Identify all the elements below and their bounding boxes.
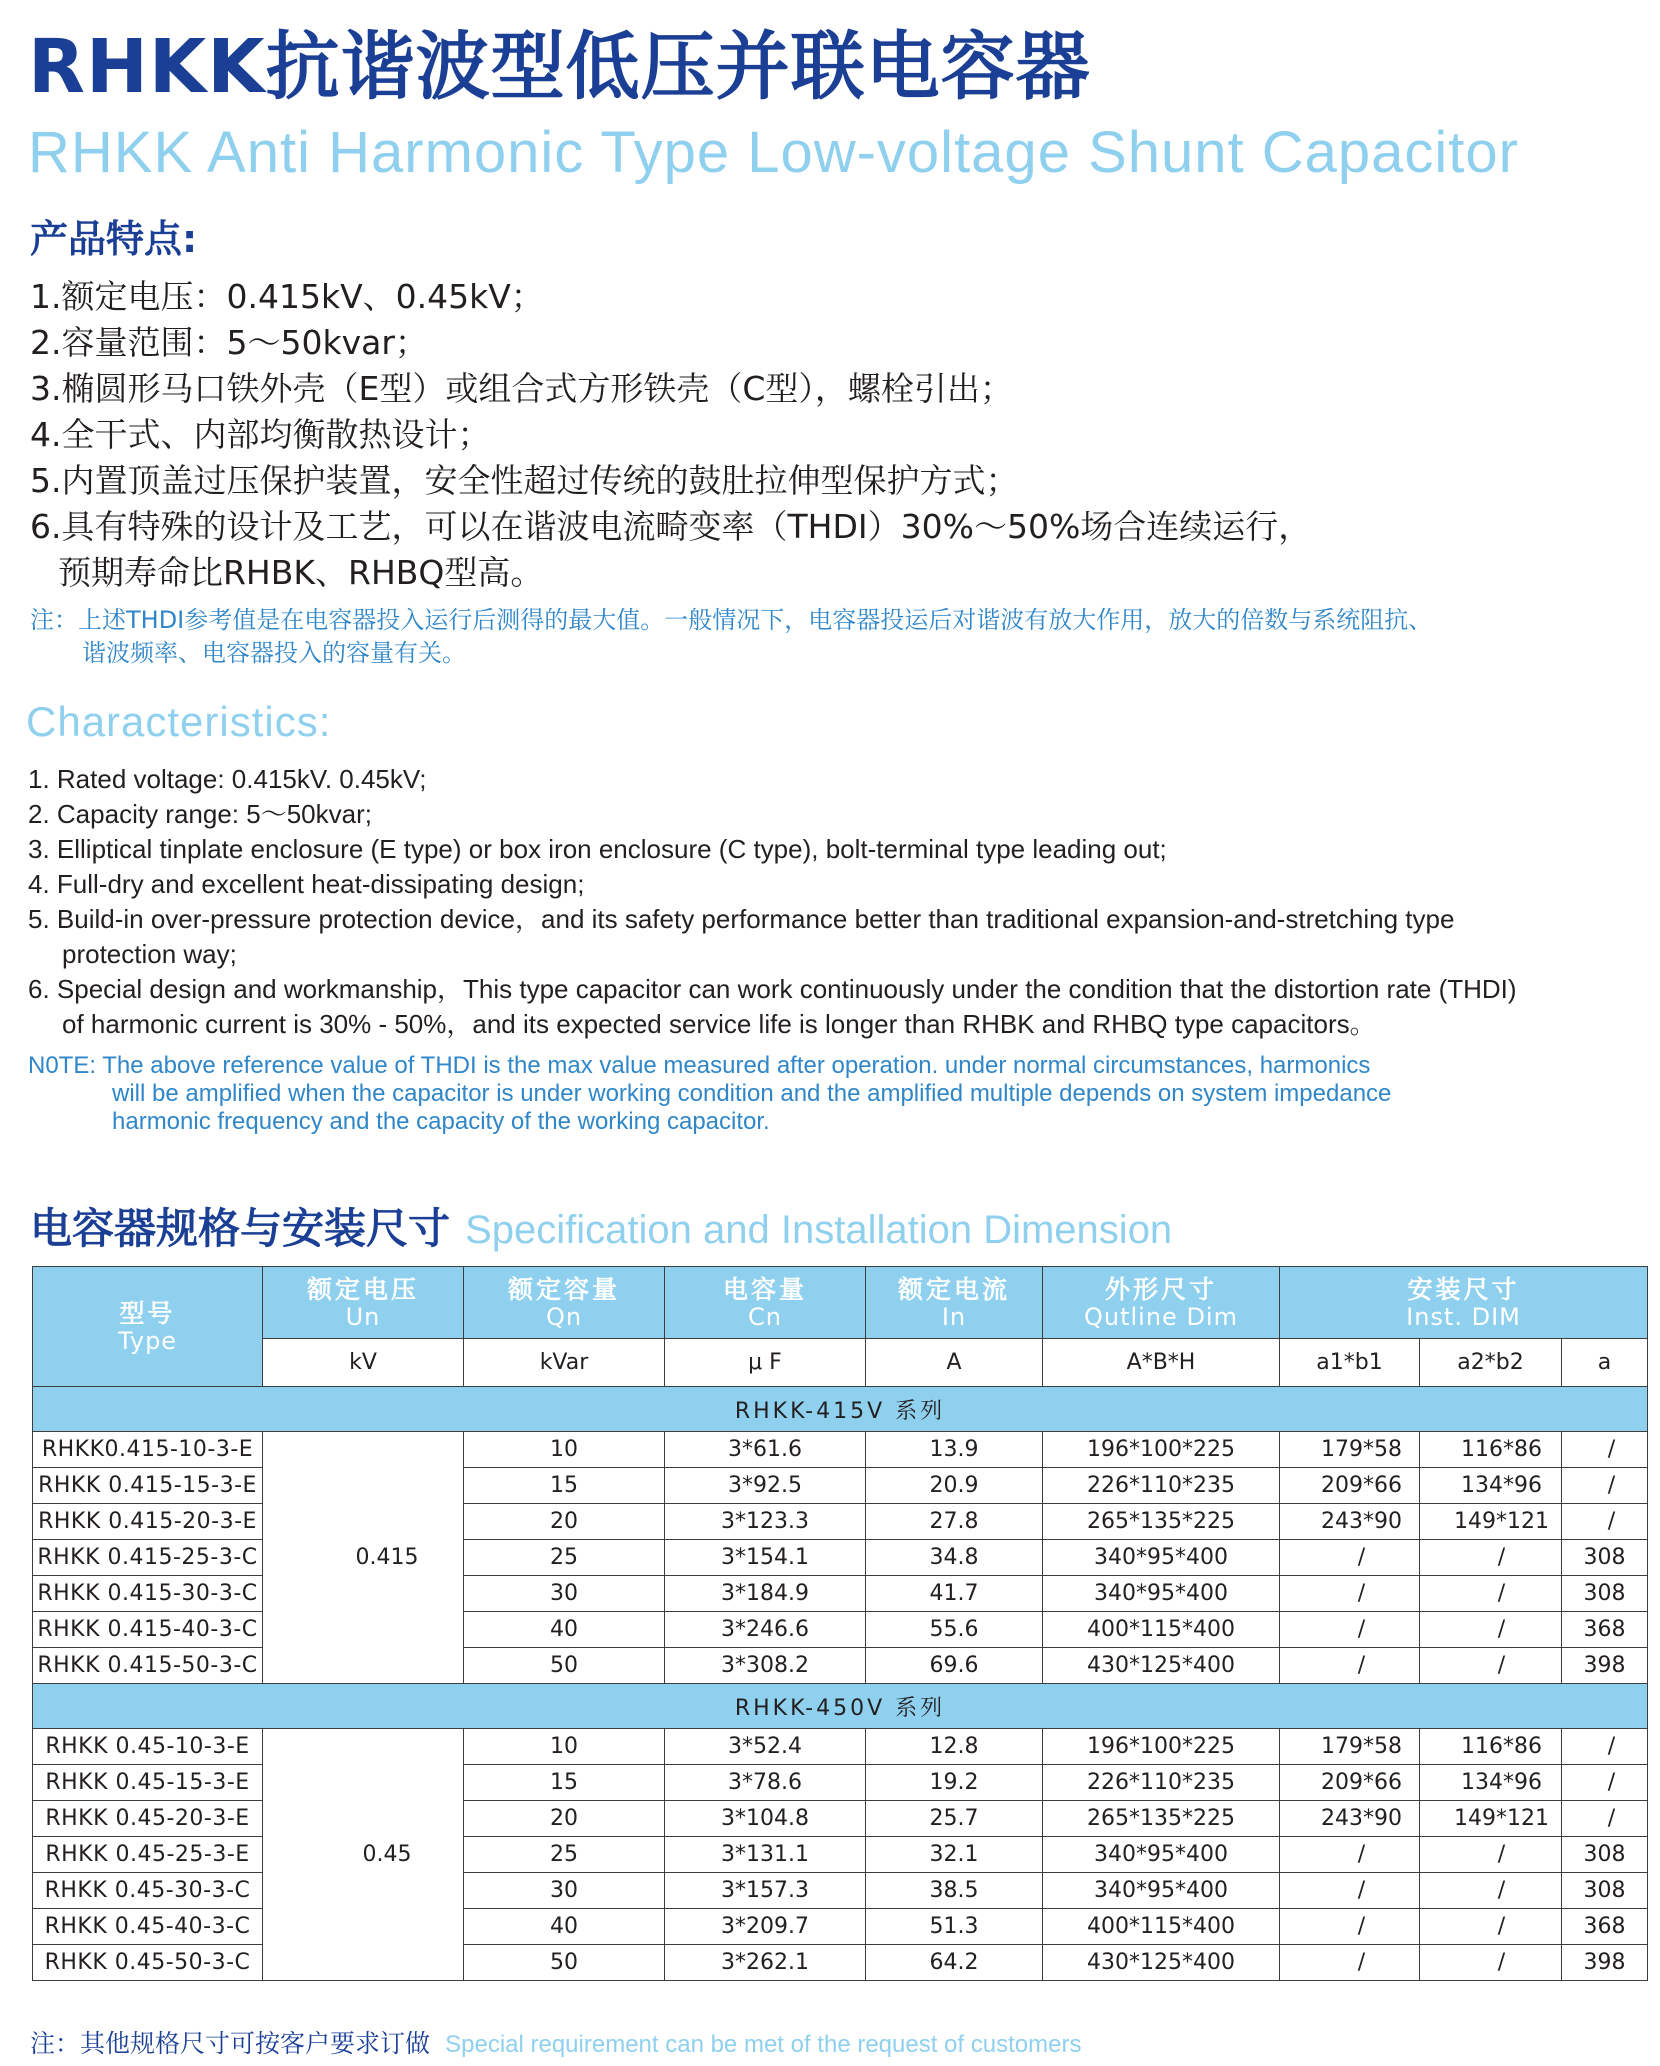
page-title-en: RHKK Anti Harmonic Type Low-voltage Shunt Capacitor	[28, 120, 1519, 185]
col-header-cn-en: Cn	[748, 1302, 782, 1331]
characteristic-item: 6. Special design and workmanship，This type capacitor can work continuously under the condition that the distortion rate (THDI)	[28, 974, 1517, 1004]
col-header-inst-cn: 安装尺寸	[1407, 1274, 1520, 1304]
outline-dim-cell: 226*110*235	[1043, 1468, 1280, 1504]
characteristics-heading: Characteristics:	[26, 698, 332, 745]
current-cell: 64.2	[866, 1945, 1043, 1981]
current-cell: 38.5	[866, 1873, 1043, 1909]
current-cell: 69.6	[866, 1648, 1043, 1684]
model-cell: RHKK 0.45-40-3-C	[33, 1909, 263, 1945]
col-header-dim-en: Qutline Dim	[1084, 1302, 1238, 1331]
col-header-cn-cn: 电容量	[722, 1274, 807, 1304]
current-cell: 19.2	[866, 1765, 1043, 1801]
characteristic-item: 5. Build-in over-pressure protection device，and its safety performance better than traditional expansion-and-stretching type	[28, 904, 1455, 934]
features-note-line: 注：上述THDI参考值是在电容器投入运行后测得的最大值。一般情况下，电容器投运后对谐波有放大作用，放大的倍数与系统阻抗、	[30, 606, 1433, 634]
a1b1-cell: 243*90	[1280, 1504, 1420, 1540]
outline-dim-cell: 196*100*225	[1043, 1432, 1280, 1468]
outline-dim-cell: 265*135*225	[1043, 1504, 1280, 1540]
current-cell: 27.8	[866, 1504, 1043, 1540]
a1b1-cell: /	[1280, 1576, 1420, 1612]
col-header-un-en: Un	[345, 1302, 381, 1331]
a1b1-cell: 179*58	[1280, 1432, 1420, 1468]
characteristics-note-line: will be amplified when the capacitor is under working condition and the amplified multiple depends on system impedance	[112, 1080, 1392, 1107]
capacity-cell: 40	[464, 1612, 665, 1648]
col-header-un-cn: 额定电压	[306, 1274, 419, 1304]
model-cell: RHKK0.415-10-3-E	[33, 1432, 263, 1468]
capacitance-cell: 3*157.3	[665, 1873, 866, 1909]
a2b2-cell: 116*86	[1420, 1432, 1562, 1468]
unit-cell: kVar	[464, 1339, 665, 1387]
series-row	[33, 1387, 1648, 1432]
a1b1-cell: /	[1280, 1648, 1420, 1684]
model-cell: RHKK 0.415-15-3-E	[33, 1468, 263, 1504]
model-cell: RHKK 0.45-50-3-C	[33, 1945, 263, 1981]
footer-note-en: Special requirement can be met of the request of customers	[445, 2031, 1082, 2058]
capacity-cell: 30	[464, 1576, 665, 1612]
outline-dim-cell: 340*95*400	[1043, 1540, 1280, 1576]
spec-table-body	[33, 1387, 1648, 1981]
a-cell: 368	[1562, 1909, 1648, 1945]
col-header-type-en: Type	[117, 1326, 178, 1355]
a2b2-cell: 149*121	[1420, 1801, 1562, 1837]
features-note-line: 谐波频率、电容器投入的容量有关。	[82, 639, 466, 667]
capacitance-cell: 3*131.1	[665, 1837, 866, 1873]
spec-heading	[30, 1196, 1172, 1256]
feature-item: 2.容量范围：5～50kvar；	[30, 323, 428, 362]
unit-cell: A*B*H	[1043, 1339, 1280, 1387]
capacitance-cell: 3*78.6	[665, 1765, 866, 1801]
col-header-dim-cn: 外形尺寸	[1104, 1274, 1217, 1304]
table-row	[33, 1729, 1648, 1765]
a2b2-cell: /	[1420, 1837, 1562, 1873]
a-cell: 398	[1562, 1648, 1648, 1684]
a-cell: 308	[1562, 1837, 1648, 1873]
a1b1-cell: 209*66	[1280, 1468, 1420, 1504]
model-cell: RHKK 0.415-30-3-C	[33, 1576, 263, 1612]
current-cell: 34.8	[866, 1540, 1043, 1576]
a1b1-cell: /	[1280, 1909, 1420, 1945]
capacitance-cell: 3*104.8	[665, 1801, 866, 1837]
a-cell: /	[1562, 1432, 1648, 1468]
a-cell: /	[1562, 1468, 1648, 1504]
unit-cell: μ F	[665, 1339, 866, 1387]
current-cell: 20.9	[866, 1468, 1043, 1504]
characteristic-item: 1. Rated voltage: 0.415kV. 0.45kV;	[28, 764, 427, 794]
feature-item: 4.全干式、内部均衡散热设计；	[30, 415, 491, 454]
col-header-qn-en: Qn	[545, 1302, 583, 1331]
outline-dim-cell: 340*95*400	[1043, 1576, 1280, 1612]
capacity-cell: 50	[464, 1945, 665, 1981]
page-title-cn: RHKK抗谐波型低压并联电容器	[28, 24, 1091, 110]
capacity-cell: 10	[464, 1729, 665, 1765]
outline-dim-cell: 196*100*225	[1043, 1729, 1280, 1765]
outline-dim-cell: 340*95*400	[1043, 1873, 1280, 1909]
model-cell: RHKK 0.45-20-3-E	[33, 1801, 263, 1837]
capacitance-cell: 3*61.6	[665, 1432, 866, 1468]
outline-dim-cell: 400*115*400	[1043, 1612, 1280, 1648]
a2b2-cell: 116*86	[1420, 1729, 1562, 1765]
a-cell: 308	[1562, 1576, 1648, 1612]
characteristic-item: of harmonic current is 30% - 50%，and its expected service life is longer than RHBK and RHBQ type capacitors。	[62, 1009, 1376, 1039]
capacitance-cell: 3*184.9	[665, 1576, 866, 1612]
capacitance-cell: 3*52.4	[665, 1729, 866, 1765]
a1b1-cell: 243*90	[1280, 1801, 1420, 1837]
features-note	[30, 604, 1630, 670]
capacitance-cell: 3*92.5	[665, 1468, 866, 1504]
model-cell: RHKK 0.415-50-3-C	[33, 1648, 263, 1684]
spec-heading-en: Specification and Installation Dimension	[465, 1208, 1173, 1252]
characteristic-item: 2. Capacity range: 5～50kvar;	[28, 799, 372, 829]
outline-dim-cell: 430*125*400	[1043, 1648, 1280, 1684]
capacity-cell: 50	[464, 1648, 665, 1684]
voltage-cell: 0.45	[263, 1729, 464, 1981]
features-list	[30, 274, 1630, 596]
feature-item: 3.椭圆形马口铁外壳（E型）或组合式方形铁壳（C型），螺栓引出；	[30, 369, 1013, 408]
capacity-cell: 25	[464, 1837, 665, 1873]
a2b2-cell: /	[1420, 1648, 1562, 1684]
capacity-cell: 40	[464, 1909, 665, 1945]
a2b2-cell: /	[1420, 1873, 1562, 1909]
model-cell: RHKK 0.45-15-3-E	[33, 1765, 263, 1801]
units-row	[33, 1339, 1648, 1387]
a1b1-cell: /	[1280, 1540, 1420, 1576]
col-header-inst-en: Inst. DIM	[1406, 1302, 1521, 1331]
a2b2-cell: /	[1420, 1945, 1562, 1981]
capacitance-cell: 3*246.6	[665, 1612, 866, 1648]
capacitance-cell: 3*209.7	[665, 1909, 866, 1945]
footer-note-cn: 注：其他规格尺寸可按客户要求订做	[30, 2029, 431, 2058]
unit-cell: kV	[263, 1339, 464, 1387]
col-header-dim	[1043, 1267, 1280, 1339]
outline-dim-cell: 400*115*400	[1043, 1909, 1280, 1945]
feature-item: 预期寿命比RHBK、RHBQ型高。	[58, 553, 544, 592]
model-cell: RHKK 0.415-25-3-C	[33, 1540, 263, 1576]
a1b1-cell: /	[1280, 1945, 1420, 1981]
capacity-cell: 20	[464, 1801, 665, 1837]
features-heading: 产品特点:	[30, 217, 198, 261]
capacity-cell: 15	[464, 1468, 665, 1504]
a-cell: 368	[1562, 1612, 1648, 1648]
capacity-cell: 15	[464, 1765, 665, 1801]
model-cell: RHKK 0.415-20-3-E	[33, 1504, 263, 1540]
current-cell: 55.6	[866, 1612, 1043, 1648]
capacity-cell: 10	[464, 1432, 665, 1468]
current-cell: 13.9	[866, 1432, 1043, 1468]
feature-item: 5.内置顶盖过压保护装置，安全性超过传统的鼓肚拉伸型保护方式；	[30, 461, 1019, 500]
model-cell: RHKK 0.45-25-3-E	[33, 1837, 263, 1873]
col-header-un	[263, 1267, 464, 1339]
a2b2-cell: 134*96	[1420, 1468, 1562, 1504]
col-header-in-en: In	[941, 1302, 967, 1331]
col-header-in	[866, 1267, 1043, 1339]
characteristic-item: 4. Full-dry and excellent heat-dissipating design;	[28, 869, 585, 899]
a2b2-cell: /	[1420, 1612, 1562, 1648]
outline-dim-cell: 430*125*400	[1043, 1945, 1280, 1981]
unit-cell: a	[1562, 1339, 1648, 1387]
a2b2-cell: 149*121	[1420, 1504, 1562, 1540]
capacity-cell: 30	[464, 1873, 665, 1909]
current-cell: 41.7	[866, 1576, 1043, 1612]
a-cell: 308	[1562, 1873, 1648, 1909]
capacitance-cell: 3*308.2	[665, 1648, 866, 1684]
col-header-in-cn: 额定电流	[897, 1274, 1010, 1304]
outline-dim-cell: 226*110*235	[1043, 1765, 1280, 1801]
capacity-cell: 20	[464, 1504, 665, 1540]
col-header-type-cn: 型号	[119, 1298, 176, 1328]
a1b1-cell: /	[1280, 1612, 1420, 1648]
col-header-qn	[464, 1267, 665, 1339]
a2b2-cell: /	[1420, 1576, 1562, 1612]
voltage-cell: 0.415	[263, 1432, 464, 1684]
series-row	[33, 1684, 1648, 1729]
a2b2-cell: 134*96	[1420, 1765, 1562, 1801]
current-cell: 51.3	[866, 1909, 1043, 1945]
outline-dim-cell: 265*135*225	[1043, 1801, 1280, 1837]
a-cell: /	[1562, 1765, 1648, 1801]
a1b1-cell: 209*66	[1280, 1765, 1420, 1801]
current-cell: 25.7	[866, 1801, 1043, 1837]
capacity-cell: 25	[464, 1540, 665, 1576]
a-cell: /	[1562, 1504, 1648, 1540]
col-header-type	[33, 1267, 263, 1387]
characteristics-note-line: harmonic frequency and the capacity of the working capacitor.	[112, 1108, 770, 1135]
a-cell: 398	[1562, 1945, 1648, 1981]
a1b1-cell: 179*58	[1280, 1729, 1420, 1765]
characteristics-note	[28, 1052, 1638, 1136]
unit-cell: a2*b2	[1420, 1339, 1562, 1387]
feature-item: 1.额定电压：0.415kV、0.45kV；	[30, 277, 544, 316]
characteristics-note-line: N0TE: The above reference value of THDI is the max value measured after operation. under normal circumstances, harmonics	[28, 1052, 1371, 1079]
a1b1-cell: /	[1280, 1873, 1420, 1909]
col-header-inst	[1280, 1267, 1648, 1339]
capacitance-cell: 3*262.1	[665, 1945, 866, 1981]
model-cell: RHKK 0.45-30-3-C	[33, 1873, 263, 1909]
a1b1-cell: /	[1280, 1837, 1420, 1873]
series-title: RHKK-450V 系列	[33, 1684, 1648, 1729]
outline-dim-cell: 340*95*400	[1043, 1837, 1280, 1873]
col-header-qn-cn: 额定容量	[507, 1274, 620, 1304]
capacitance-cell: 3*154.1	[665, 1540, 866, 1576]
unit-cell: A	[866, 1339, 1043, 1387]
series-title: RHKK-415V 系列	[33, 1387, 1648, 1432]
current-cell: 12.8	[866, 1729, 1043, 1765]
footer-note	[30, 2024, 1081, 2060]
model-cell: RHKK 0.415-40-3-C	[33, 1612, 263, 1648]
unit-cell: a1*b1	[1280, 1339, 1420, 1387]
current-cell: 32.1	[866, 1837, 1043, 1873]
col-header-cn	[665, 1267, 866, 1339]
characteristics-list	[28, 762, 1638, 1042]
model-cell: RHKK 0.45-10-3-E	[33, 1729, 263, 1765]
a2b2-cell: /	[1420, 1909, 1562, 1945]
capacitance-cell: 3*123.3	[665, 1504, 866, 1540]
spec-heading-cn: 电容器规格与安装尺寸	[30, 1204, 451, 1253]
a-cell: 308	[1562, 1540, 1648, 1576]
feature-item: 6.具有特殊的设计及工艺，可以在谐波电流畸变率（THDI）30%～50%场合连续运行，	[30, 507, 1312, 546]
a-cell: /	[1562, 1729, 1648, 1765]
table-row	[33, 1432, 1648, 1468]
characteristic-item: 3. Elliptical tinplate enclosure (E type) or box iron enclosure (C type), bolt-terminal type leading out;	[28, 834, 1167, 864]
spec-table	[32, 1266, 1648, 1981]
a2b2-cell: /	[1420, 1540, 1562, 1576]
a-cell: /	[1562, 1801, 1648, 1837]
characteristic-item: protection way;	[62, 939, 237, 969]
